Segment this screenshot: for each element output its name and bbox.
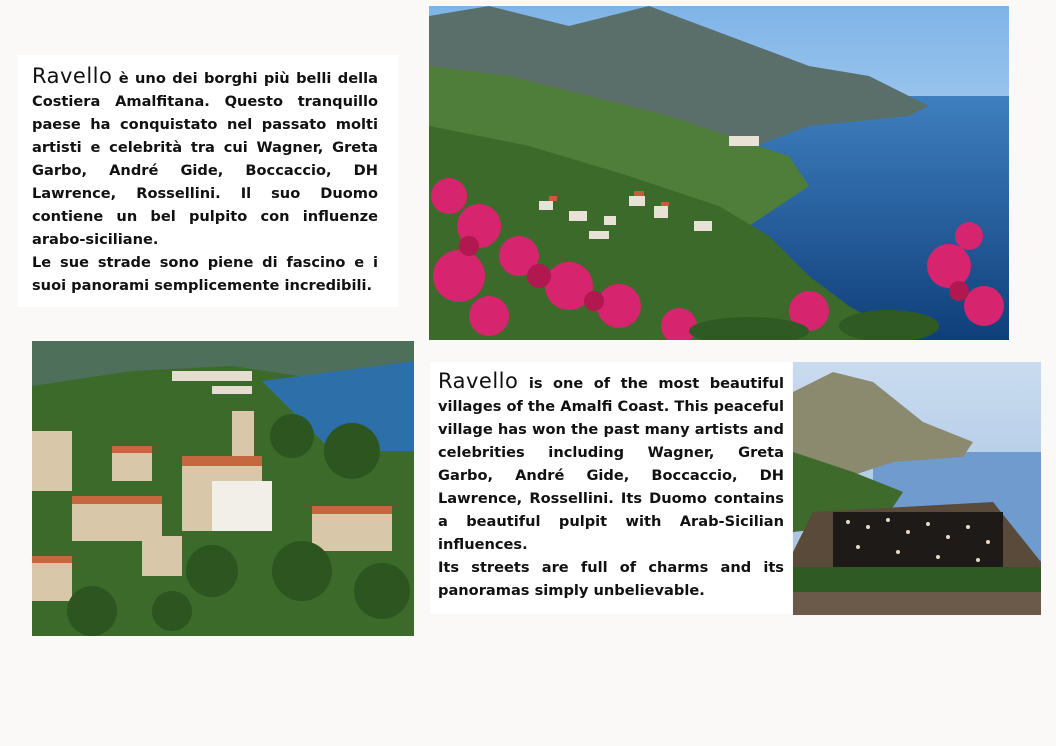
coast-with-flowers-photo <box>429 6 1009 340</box>
english-text-block <box>430 362 792 614</box>
english-paragraph-1-text: is one of the most beautiful villages of the Amalfi Coast. This peaceful village has won the past many artists and celebrities including Wagner, Greta Garbo, André Gide, Boccaccio, DH Lawrence, Rossellini. Its Duomo contains a beautiful pulpit with Arab-Sicilian influences. <box>438 375 784 553</box>
english-paragraph-1 <box>438 370 784 556</box>
italian-paragraph-2: Le sue strade sono piene di fascino e i suoi panorami semplicemente incredibili. <box>32 254 378 294</box>
italian-paragraph-1-text: è uno dei borghi più belli della Costiera Amalfitana. Questo tranquillo paese ha conquistato nel passato molti artisti e celebrità tra cui Wagner, Greta Garbo, André Gide, Boccaccio, DH Lawrence, Rossellini. Il suo Duomo contiene un bel pulpito con influenze arabo-siciliane. <box>32 70 378 248</box>
italian-paragraph-1 <box>32 65 378 251</box>
english-paragraph-2: Its streets are full of charms and its panoramas simply unbelievable. <box>438 559 784 599</box>
italian-text-block <box>18 55 398 307</box>
english-town-name: Ravello <box>438 369 519 393</box>
ravello-village-photo <box>32 341 414 636</box>
italian-town-name: Ravello <box>32 64 113 88</box>
terrace-concert-photo <box>793 362 1041 615</box>
